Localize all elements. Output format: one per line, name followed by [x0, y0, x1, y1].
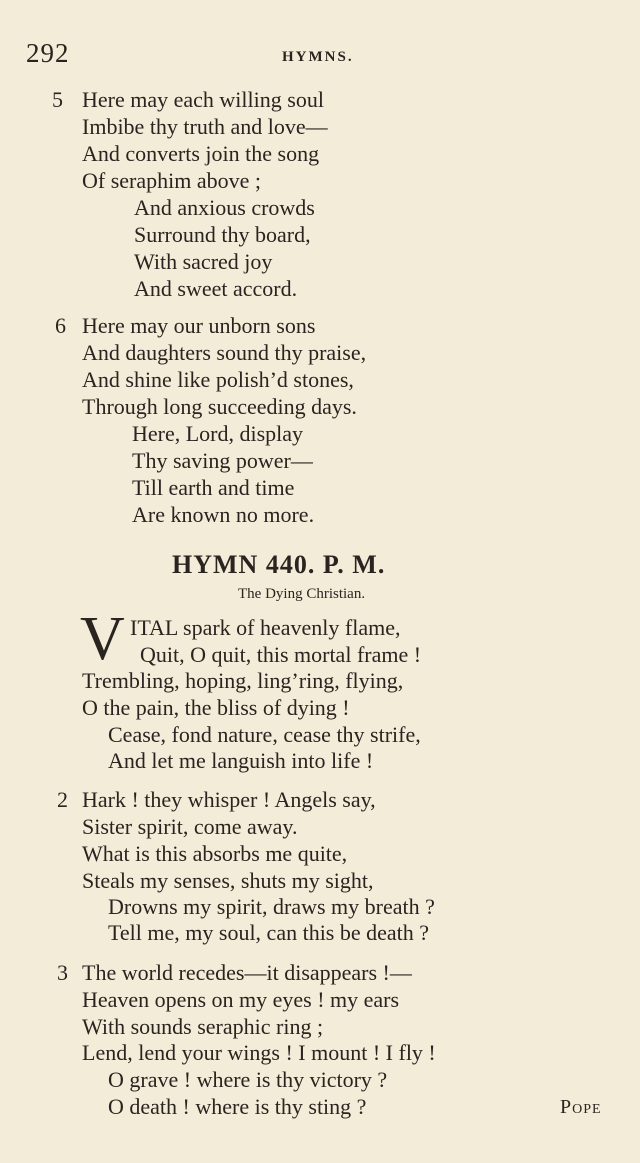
verse-line: And converts join the song — [82, 141, 320, 166]
page-number: 292 — [26, 38, 70, 68]
verse-line: Here may each willing soul — [82, 87, 324, 112]
running-head: HYMNS. — [282, 49, 354, 65]
verse-line: Trembling, hoping, ling’ring, flying, — [82, 668, 404, 693]
verse-line: Lend, lend your wings ! I mount ! I fly ! — [82, 1040, 436, 1065]
stanza-number: 3 — [57, 960, 68, 985]
stanza-number: 6 — [55, 313, 66, 338]
verse-line: Surround thy board, — [134, 222, 311, 247]
verse-line: O death ! where is thy sting ? — [108, 1094, 367, 1119]
verse-line: Imbibe thy truth and love— — [82, 114, 328, 139]
stanza-number: 5 — [52, 87, 63, 112]
verse-line: Quit, O quit, this mortal frame ! — [140, 642, 422, 667]
verse-line: The world recedes—it disappears !— — [82, 960, 412, 985]
verse-line: ITAL spark of heavenly flame, — [130, 615, 401, 640]
verse-line: Sister spirit, come away. — [82, 814, 298, 839]
stanza-number: 2 — [57, 787, 68, 812]
verse-line: And shine like polish’d stones, — [82, 367, 354, 392]
verse-line: Cease, fond nature, cease thy strife, — [108, 722, 421, 747]
verse-line: Drowns my spirit, draws my breath ? — [108, 894, 435, 919]
verse-line: Of seraphim above ; — [82, 168, 261, 193]
verse-line: And sweet accord. — [134, 276, 298, 301]
verse-line: O grave ! where is thy victory ? — [108, 1067, 388, 1092]
verse-line: With sacred joy — [134, 249, 273, 274]
hymn-subtitle: The Dying Christian. — [238, 586, 366, 602]
drop-cap: V — [80, 605, 125, 673]
verse-line: What is this absorbs me quite, — [82, 841, 348, 866]
verse-line: And daughters sound thy praise, — [82, 340, 367, 365]
verse-line: And let me languish into life ! — [108, 748, 374, 773]
verse-line: Through long succeeding days. — [82, 394, 357, 419]
verse-line: Hark ! they whisper ! Angels say, — [82, 787, 376, 812]
verse-line: Tell me, my soul, can this be death ? — [108, 920, 430, 945]
verse-line: Heaven opens on my eyes ! my ears — [82, 987, 400, 1012]
verse-line: And anxious crowds — [134, 195, 315, 220]
verse-line: Steals my senses, shuts my sight, — [82, 868, 374, 893]
verse-line: O the pain, the bliss of dying ! — [82, 695, 350, 720]
verse-line: Here may our unborn sons — [82, 313, 316, 338]
hymn-title: HYMN 440. P. M. — [172, 550, 386, 579]
verse-line: Here, Lord, display — [132, 421, 304, 446]
author-attribution: Pope — [560, 1096, 602, 1118]
verse-line: Till earth and time — [132, 475, 295, 500]
verse-line: Are known no more. — [132, 502, 315, 527]
verse-line: Thy saving power— — [132, 448, 313, 473]
verse-line: With sounds seraphic ring ; — [82, 1014, 324, 1039]
